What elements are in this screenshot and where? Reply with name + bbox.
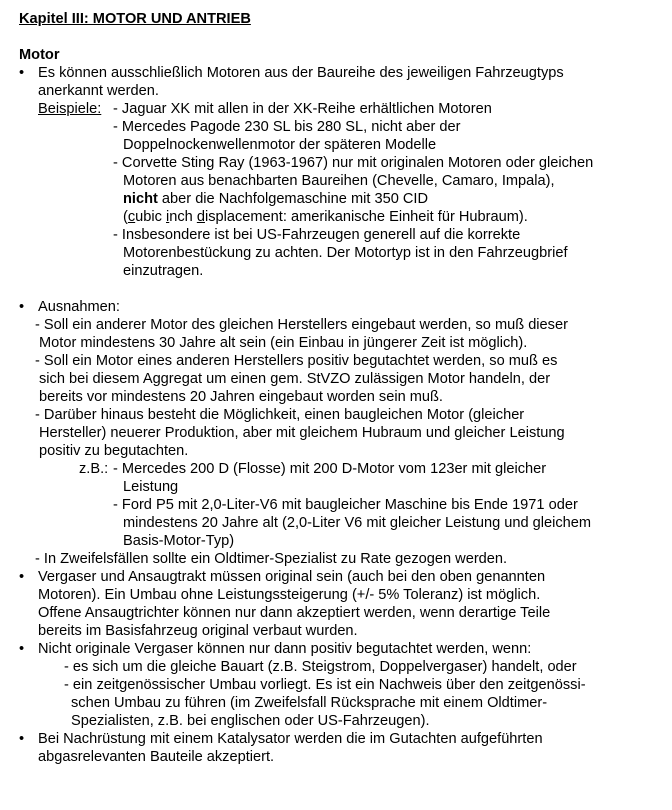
bullet-icon: • [19, 65, 25, 81]
bullet-katalysator [19, 730, 659, 766]
text-line: Nicht originale Vergaser können nur dann positiv begutachtet werden, wenn: [38, 641, 532, 657]
cid-definition: (cubic inch displacement: amerikanische Einheit für Hubraum). [123, 209, 528, 225]
bullet-vergaser-original [19, 568, 659, 640]
example-item-cont [19, 190, 659, 208]
example-item-cont: Doppelnockenwellenmotor der späteren Modelle [123, 137, 437, 153]
example-item-cont: Motoren aus benachbarten Baureihen (Chevelle, Camaro, Impala), [123, 173, 555, 189]
text-line: Offene Ansaugtrichter können nur dann akzeptiert werden, wenn derartige Teile [38, 605, 551, 621]
text-span: aber die Nachfolgemaschine mit 350 CID [157, 191, 428, 207]
bullet-ausnahmen [19, 298, 659, 568]
example-item-cont: Motorenbestückung zu achten. Der Motortyp ist in den Fahrzeugbrief [123, 245, 568, 261]
bullet-icon: • [19, 641, 25, 657]
exception-item-cont: sich bei diesem Aggregat um einen gem. StVZO zulässigen Motor handeln, der [39, 371, 551, 387]
text-line: abgasrelevanten Bauteile akzeptiert. [38, 749, 275, 765]
example-item-cont: Leistung [123, 479, 179, 495]
text-line: anerkannt werden. [38, 83, 159, 99]
exception-item: - Soll ein anderer Motor des gleichen Herstellers eingebaut werden, so muß dieser [35, 317, 568, 333]
example-item: - Ford P5 mit 2,0-Liter-V6 mit baugleicher Maschine bis Ende 1971 oder [113, 497, 578, 513]
bullet-icon: • [19, 299, 25, 315]
text-line: Ausnahmen: [38, 299, 120, 315]
condition-item: - ein zeitgenössischer Umbau vorliegt. Es ist ein Nachweis über den zeitgenössi- [64, 677, 586, 693]
example-item-cont: einzutragen. [123, 263, 204, 279]
zb-label: z.B.: [79, 461, 109, 477]
examples-label: Beispiele: [38, 101, 102, 117]
text-line: bereits im Basisfahrzeug original verbaut wurden. [38, 623, 358, 639]
example-item-cont: mindestens 20 Jahre alt (2,0-Liter V6 mit gleicher Leistung und gleichem [123, 515, 592, 531]
bullet-icon: • [19, 731, 25, 747]
underlined-letter: c [127, 209, 136, 225]
exception-item-cont: bereits vor mindestens 20 Jahren eingebaut worden sein muß. [39, 389, 443, 405]
underlined-letter: i [166, 209, 170, 225]
exception-item: - Soll ein Motor eines anderen Herstellers positiv begutachtet werden, so muß es [35, 353, 558, 369]
example-item: - Mercedes Pagode 230 SL bis 280 SL, nicht aber der [113, 119, 461, 135]
underlined-letter: d [196, 209, 205, 225]
text-line: Motoren). Ein Umbau ohne Leistungssteigerung (+/- 5% Toleranz) ist möglich. [38, 587, 541, 603]
exception-item-cont: Motor mindestens 30 Jahre alt sein (ein Einbau in jüngerer Zeit ist möglich). [39, 335, 528, 351]
example-item: - Mercedes 200 D (Flosse) mit 200 D-Motor vom 123er mit gleicher [113, 461, 547, 477]
document-page [19, 10, 659, 766]
condition-item-cont: schen Umbau zu führen (im Zweifelsfall Rücksprache mit einem Oldtimer- [71, 695, 548, 711]
exception-item: - Darüber hinaus besteht die Möglichkeit, einen baugleichen Motor (gleicher [35, 407, 525, 423]
exception-item: - In Zweifelsfällen sollte ein Oldtimer-Spezialist zu Rate gezogen werden. [35, 551, 508, 567]
exception-item-cont: positiv zu begutachten. [39, 443, 189, 459]
example-item-cont: Basis-Motor-Typ) [123, 533, 235, 549]
chapter-title: Kapitel III: MOTOR UND ANTRIEB [19, 11, 251, 27]
example-item: - Insbesondere ist bei US-Fahrzeugen generell auf die korrekte [113, 227, 521, 243]
text-line: Es können ausschließlich Motoren aus der Baureihe des jeweiligen Fahrzeugtyps [38, 65, 564, 81]
bullet-motor-baureihe [19, 64, 659, 280]
condition-item-cont: Spezialisten, z.B. bei englischen oder US-Fahrzeugen). [71, 713, 430, 729]
section-title: Motor [19, 47, 60, 63]
text-line: Bei Nachrüstung mit einem Katalysator werden die im Gutachten aufgeführten [38, 731, 543, 747]
bullet-icon: • [19, 569, 25, 585]
bullet-nicht-originale-vergaser [19, 640, 659, 730]
example-item: - Corvette Sting Ray (1963-1967) nur mit originalen Motoren oder gleichen [113, 155, 594, 171]
exception-item-cont: Hersteller) neuerer Produktion, aber mit gleichem Hubraum und gleicher Leistung [39, 425, 565, 441]
condition-item: - es sich um die gleiche Bauart (z.B. Steigstrom, Doppelvergaser) handelt, oder [64, 659, 577, 675]
text-line: Vergaser und Ansaugtrakt müssen original sein (auch bei den oben genannten [38, 569, 546, 585]
emphasis-text: nicht [123, 191, 158, 207]
example-item: - Jaguar XK mit allen in der XK-Reihe erhältlichen Motoren [113, 101, 492, 117]
